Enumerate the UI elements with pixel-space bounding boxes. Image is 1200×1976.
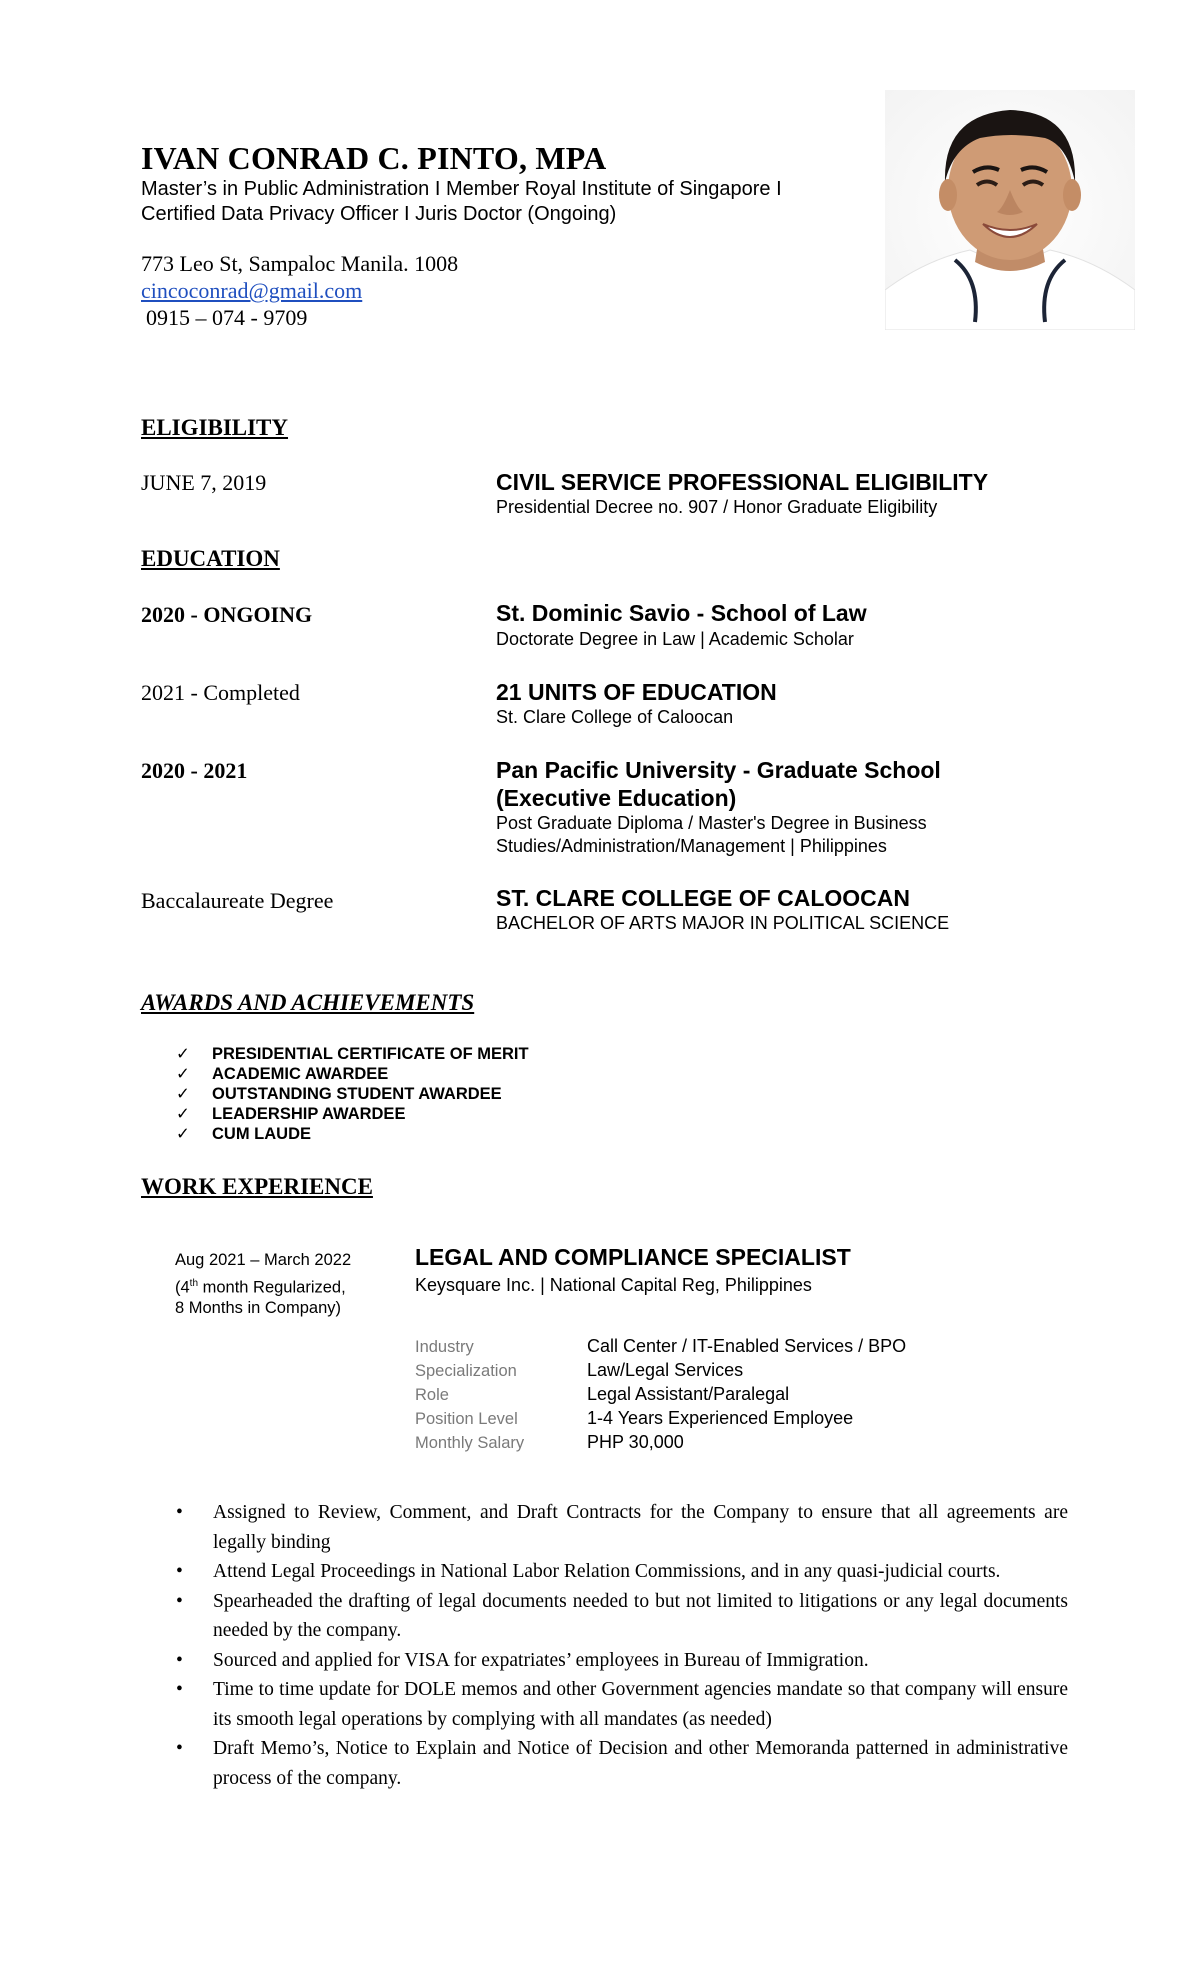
duties-list xyxy=(168,1498,1068,1793)
check-icon: ✓ xyxy=(176,1125,190,1143)
detail-label-role: Role xyxy=(415,1386,449,1404)
detail-label-industry: Industry xyxy=(415,1338,474,1356)
award-label: LEADERSHIP AWARDEE xyxy=(212,1105,406,1123)
education-period-2: 2021 - Completed xyxy=(141,680,300,705)
check-icon: ✓ xyxy=(176,1065,190,1083)
award-item xyxy=(176,1124,311,1144)
award-label: CUM LAUDE xyxy=(212,1125,311,1143)
check-icon: ✓ xyxy=(176,1045,190,1063)
award-item xyxy=(176,1044,529,1064)
award-label: OUTSTANDING STUDENT AWARDEE xyxy=(212,1085,502,1103)
bullet-icon: • xyxy=(176,1649,183,1671)
list-item: • Draft Memo’s, Notice to Explain and Notice of Decision and other Memoranda patterned in administrative process of the company. xyxy=(168,1734,1068,1793)
education-detail-1: Doctorate Degree in Law | Academic Scholar xyxy=(496,629,854,649)
detail-value-industry: Call Center / IT-Enabled Services / BPO xyxy=(587,1336,907,1356)
award-label: ACADEMIC AWARDEE xyxy=(212,1065,389,1083)
education-school-2: 21 UNITS OF EDUCATION xyxy=(496,679,777,705)
awards-heading: AWARDS AND ACHIEVEMENTS xyxy=(141,990,475,1015)
detail-value-monthly-salary: PHP 30,000 xyxy=(587,1432,684,1452)
job-tenure-duration: 8 Months in Company) xyxy=(175,1299,341,1317)
bullet-icon: • xyxy=(176,1590,183,1612)
list-item: • Sourced and applied for VISA for expatriates’ employees in Bureau of Immigration. xyxy=(168,1646,1068,1676)
detail-label-specialization: Specialization xyxy=(415,1362,517,1380)
bullet-icon: • xyxy=(176,1738,183,1759)
education-period-1: 2020 - ONGOING xyxy=(141,602,313,627)
check-icon: ✓ xyxy=(176,1105,190,1123)
award-item xyxy=(176,1084,502,1104)
job-date-range: Aug 2021 – March 2022 xyxy=(175,1251,352,1269)
eligibility-detail: Presidential Decree no. 907 / Honor Graduate Eligibility xyxy=(496,497,938,517)
tagline-line-1: Master’s in Public Administration I Member Royal Institute of Singapore I xyxy=(141,178,782,200)
job-tenure-note: (4th month Regularized, xyxy=(175,1278,346,1297)
award-item xyxy=(176,1064,388,1084)
bullet-icon: • xyxy=(176,1561,183,1582)
eligibility-title: CIVIL SERVICE PROFESSIONAL ELIGIBILITY xyxy=(496,469,989,495)
eligibility-heading: ELIGIBILITY xyxy=(141,415,289,440)
education-detail-3-line-2: Studies/Administration/Management | Philippines xyxy=(496,836,887,856)
detail-value-specialization: Law/Legal Services xyxy=(587,1360,744,1380)
check-icon: ✓ xyxy=(176,1085,190,1103)
detail-label-monthly-salary: Monthly Salary xyxy=(415,1434,525,1452)
job-title: LEGAL AND COMPLIANCE SPECIALIST xyxy=(415,1244,851,1270)
address: 773 Leo St, Sampaloc Manila. 1008 xyxy=(141,251,459,276)
education-school-4: ST. CLARE COLLEGE OF CALOOCAN xyxy=(496,885,910,911)
detail-value-position-level: 1-4 Years Experienced Employee xyxy=(587,1408,854,1428)
applicant-name: IVAN CONRAD C. PINTO, MPA xyxy=(141,140,607,176)
education-period-4: Baccalaureate Degree xyxy=(141,888,334,913)
education-heading: EDUCATION xyxy=(141,546,280,571)
profile-photo xyxy=(885,90,1135,330)
education-school-1: St. Dominic Savio - School of Law xyxy=(496,600,867,626)
list-item: • Attend Legal Proceedings in National Labor Relation Commissions, and in any quasi-judicial courts. xyxy=(168,1557,1068,1587)
education-detail-3-line-1: Post Graduate Diploma / Master's Degree in Business xyxy=(496,813,927,833)
list-item: • Spearheaded the drafting of legal documents needed to but not limited to litigations or any legal documents needed by the company. xyxy=(168,1587,1068,1646)
work-heading: WORK EXPERIENCE xyxy=(141,1174,373,1199)
email-link[interactable]: cincoconrad@gmail.com xyxy=(141,278,363,303)
education-school-3-line-2: (Executive Education) xyxy=(496,785,737,811)
bullet-icon: • xyxy=(176,1679,183,1700)
job-company: Keysquare Inc. | National Capital Reg, Philippines xyxy=(415,1275,812,1295)
eligibility-date: JUNE 7, 2019 xyxy=(141,470,267,495)
education-detail-2: St. Clare College of Caloocan xyxy=(496,707,734,727)
education-school-3-line-1: Pan Pacific University - Graduate School xyxy=(496,757,941,783)
tagline-line-2: Certified Data Privacy Officer I Juris Doctor (Ongoing) xyxy=(141,203,617,225)
bullet-icon: • xyxy=(176,1502,183,1523)
detail-label-position-level: Position Level xyxy=(415,1410,518,1428)
award-label: PRESIDENTIAL CERTIFICATE OF MERIT xyxy=(212,1045,529,1063)
education-detail-4: BACHELOR OF ARTS MAJOR IN POLITICAL SCIENCE xyxy=(496,913,950,933)
education-period-3: 2020 - 2021 xyxy=(141,758,248,783)
list-item: • Assigned to Review, Comment, and Draft Contracts for the Company to ensure that all agreements are legally binding xyxy=(168,1498,1068,1557)
award-item xyxy=(176,1104,405,1124)
detail-value-role: Legal Assistant/Paralegal xyxy=(587,1384,790,1404)
list-item: • Time to time update for DOLE memos and other Government agencies mandate so that company will ensure its smooth legal operations by complying with all mandates (as needed) xyxy=(168,1675,1068,1734)
phone-number: 0915 – 074 - 9709 xyxy=(146,305,308,330)
